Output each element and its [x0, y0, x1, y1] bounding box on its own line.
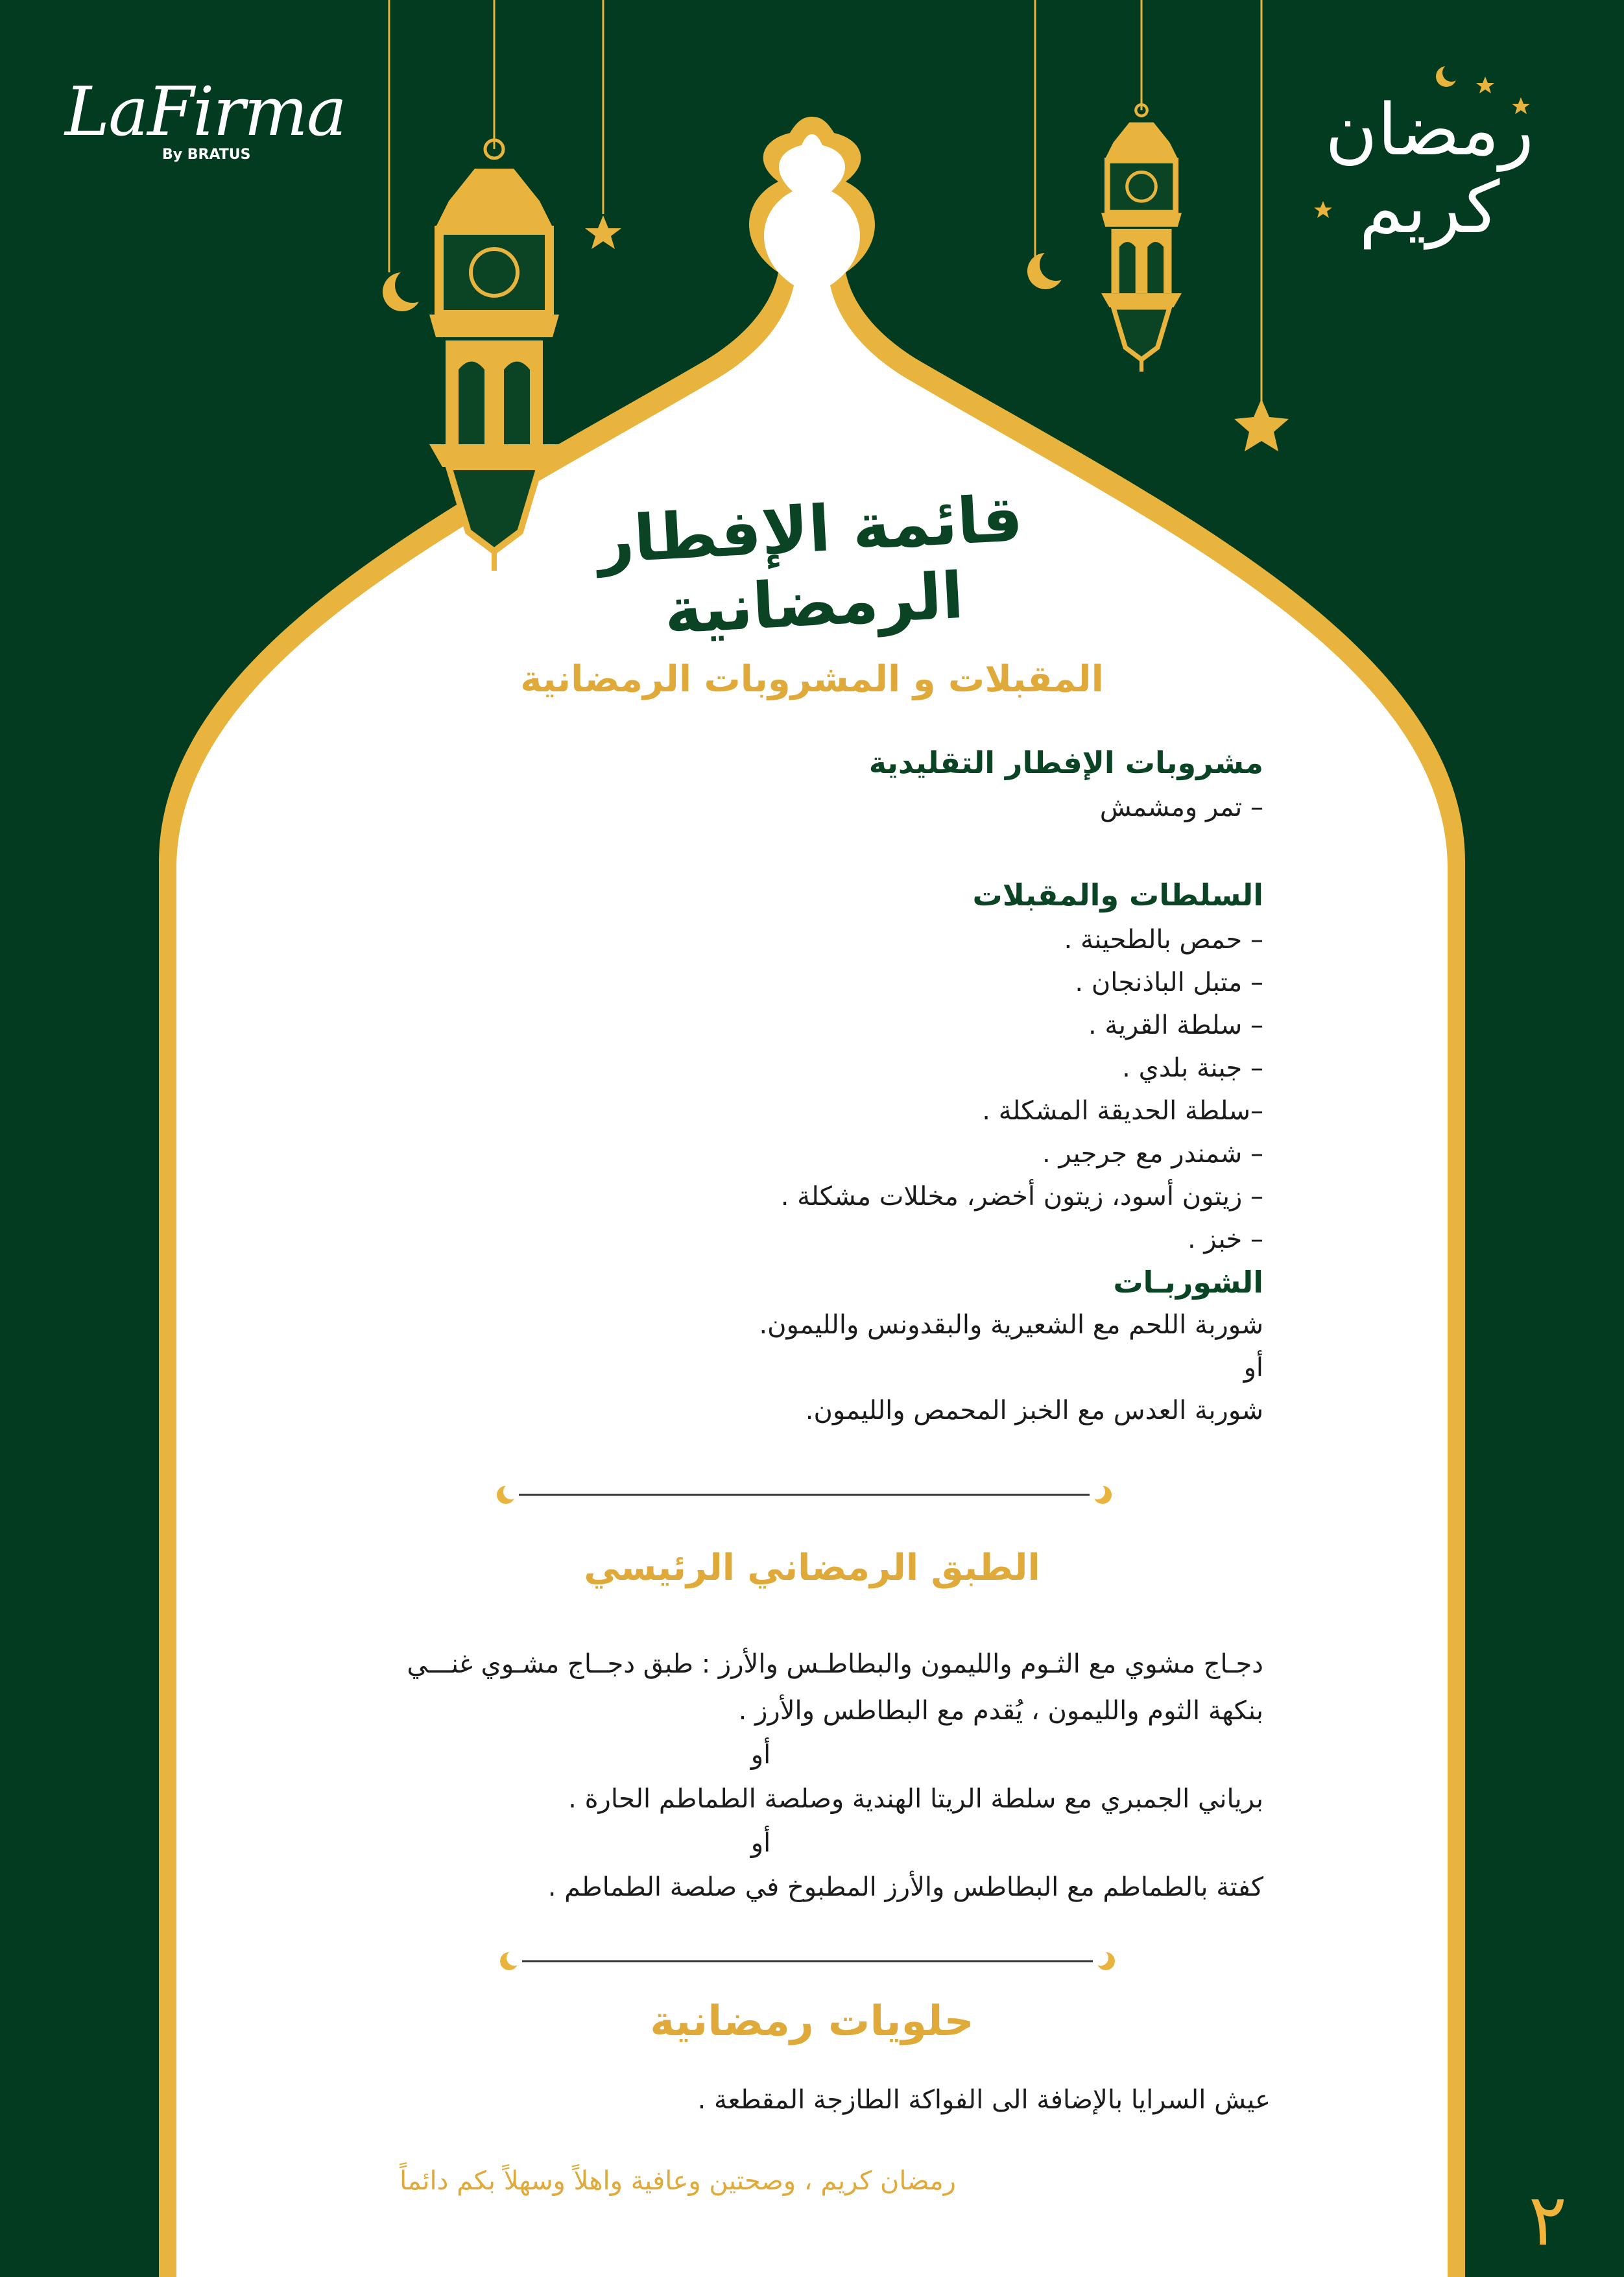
greeting-line1: رمضان: [1325, 88, 1534, 171]
menu-title: قائمة الإفطار الرمضانية: [595, 481, 1025, 649]
crescent-icon: [383, 268, 430, 311]
or-label: أو: [1243, 1353, 1263, 1383]
list-item: – متبل الباذنجان .: [1075, 968, 1263, 997]
desserts-block: [298, 2079, 1271, 2121]
main-course-block: [258, 1641, 1263, 1911]
or-label: أو: [750, 1828, 771, 1858]
appetizers-block: [291, 739, 1263, 1432]
page-number: ٢: [1528, 2178, 1567, 2261]
lantern-icon: [1101, 104, 1182, 372]
list-item: – تمر ومشمش: [1099, 793, 1263, 822]
brand-name: LaFirma: [65, 72, 346, 151]
list-item: –سلطة الحديقة المشكلة .: [982, 1096, 1263, 1126]
list-item: – زيتون أسود، زيتون أخضر، مخللات مشكلة .: [780, 1182, 1263, 1211]
main-course-line: برياني الجمبري مع سلطة الريتا الهندية وصلصة الطماطم الحارة .: [568, 1784, 1263, 1814]
list-item: – خبز .: [1187, 1224, 1263, 1254]
soup-item: شوربة العدس مع الخبز المحمص والليمون.: [805, 1396, 1263, 1425]
dessert-line: عيش السرايا بالإضافة الى الفواكة الطازجة المقطعة .: [697, 2085, 1271, 2115]
soup-item: شوربة اللحم مع الشعيرية والبقدونس والليمون.: [759, 1310, 1263, 1340]
brand-by: By BRATUS: [162, 147, 251, 163]
list-item: – سلطة القرية .: [1088, 1010, 1263, 1040]
brand-logo: [65, 72, 346, 163]
main-course-line: كفتة بالطماطم مع البطاطس والأرز المطبوخ في صلصة الطماطم .: [547, 1872, 1263, 1902]
main-course-line: بنكهة الثوم والليمون ، يُقدم مع البطاطس والأرز .: [738, 1696, 1263, 1726]
main-course-line: دجـاج مشوي مع الثـوم والليمون والبطاطـس والأرز : طبق دجــاج مشـوي غنـــي: [407, 1649, 1263, 1679]
or-label: أو: [750, 1740, 771, 1770]
drinks-title: مشروبات الإفطار التقليدية: [868, 745, 1263, 780]
soups-title: الشوربـات: [1113, 1265, 1263, 1300]
crescent-icon: [1027, 248, 1072, 289]
salads-title: السلطات والمقبلات: [972, 877, 1263, 912]
closing-message: رمضان كريم ، وصحتين وعافية واهلاً وسهلاً بكم دائماً: [400, 2166, 956, 2196]
section-heading-appetizers: المقبلات و المشروبات الرمضانية: [520, 658, 1104, 700]
list-item: – جبنة بلدي .: [1122, 1053, 1263, 1083]
section-heading-desserts: حلويات رمضانية: [650, 1997, 974, 2045]
greeting-line2: كريم: [1359, 166, 1500, 249]
section-heading-main-course: الطبق الرمضاني الرئيسي: [584, 1547, 1040, 1589]
crescent-icon: [1436, 64, 1461, 87]
greeting: [1313, 88, 1546, 259]
list-item: – حمص بالطحينة .: [1064, 925, 1263, 955]
list-item: – شمندر مع جرجير .: [1042, 1139, 1263, 1169]
